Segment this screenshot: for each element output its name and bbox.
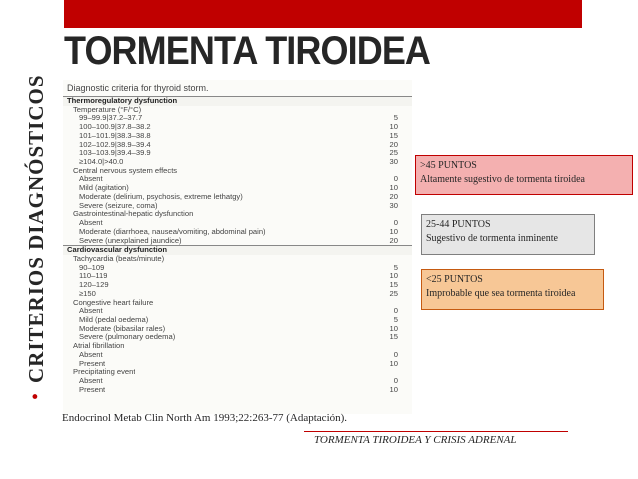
table-row-label: Central nervous system effects	[73, 166, 178, 175]
score-box-low-text: Improbable que sea tormenta tiroidea	[426, 288, 576, 299]
table-row-points: 25	[389, 148, 398, 158]
table-row-label: Moderate (delirium, psychosis, extreme lethatgy)	[79, 192, 243, 201]
table-row-points: 10	[389, 183, 398, 193]
table-row	[63, 351, 412, 360]
table-row	[63, 386, 412, 395]
table-row-label: Absent	[79, 219, 103, 228]
table-row-points: 5	[393, 262, 398, 272]
table-row	[63, 316, 412, 325]
table-row-label: Absent	[79, 350, 103, 359]
table-row	[63, 237, 412, 246]
table-row	[63, 333, 412, 342]
footer-text: TORMENTA TIROIDEA Y CRISIS ADRENAL	[314, 434, 517, 446]
score-box-mid-text: Sugestivo de tormenta inminente	[426, 233, 558, 244]
score-box-low	[421, 269, 604, 310]
table-row-label: Mild (pedal oedema)	[79, 315, 149, 324]
table-row-label: 90–109	[79, 263, 105, 272]
table-row-label: 110–119	[79, 272, 108, 281]
table-row	[63, 167, 412, 176]
table-row-label: Present	[79, 385, 106, 394]
table-row-points: 10	[389, 358, 398, 368]
score-box-mid	[421, 214, 595, 255]
table-row	[63, 299, 412, 308]
table-row-label: Moderate (bibasilar rales)	[79, 324, 166, 333]
vertical-label	[16, 74, 56, 400]
table-row-label: ≥150	[79, 289, 96, 298]
score-box-high-text: Altamente sugestivo de tormenta tiroidea	[420, 174, 585, 185]
table-row-points: 5	[393, 314, 398, 324]
table-row-label: 102–102.9|38.9–39.4	[79, 140, 151, 149]
table-row-points: 5	[393, 113, 398, 123]
table-row-label: Absent	[79, 175, 103, 184]
table-row-points: 15	[389, 332, 398, 342]
table-row	[63, 255, 412, 264]
table-row-label: 120–129	[79, 281, 109, 290]
top-accent-bar	[64, 0, 582, 28]
table-row	[63, 106, 412, 115]
table-row	[63, 307, 412, 316]
table-row-points: 20	[389, 191, 398, 201]
table-row	[63, 193, 412, 202]
table-row	[63, 228, 412, 237]
score-box-low-points: <25 PUNTOS	[426, 274, 483, 285]
table-row-label: Precipitating event	[73, 368, 136, 377]
table-row-points: 10	[389, 271, 398, 281]
table-row	[63, 202, 412, 211]
table-row	[63, 175, 412, 184]
vertical-label-text: CRITERIOS DIAGNÓSTICOS	[23, 74, 48, 383]
table-row-points: 10	[389, 323, 398, 333]
score-box-mid-points: 25-44 PUNTOS	[426, 219, 491, 230]
slide-title: TORMENTA TIROIDEA	[64, 29, 431, 73]
table-row	[63, 360, 412, 369]
table-row	[63, 132, 412, 141]
table-row	[63, 114, 412, 123]
table-row-points: 0	[393, 376, 398, 385]
table-row-points: 10	[389, 226, 398, 236]
table-row-label: Tachycardia (beats/minute)	[73, 254, 165, 263]
table-body	[63, 96, 412, 394]
table-row-label: Thermoregulatory dysfunction	[67, 97, 178, 105]
table-section-header	[63, 96, 412, 106]
table-row-label: 101–101.9|38.3–38.8	[79, 131, 151, 140]
table-row-points: 20	[389, 139, 398, 149]
table-row-label: Absent	[79, 307, 103, 316]
table-row-label: Mild (agitation)	[79, 184, 129, 193]
table-row-label: Present	[79, 359, 106, 368]
table-row	[63, 184, 412, 193]
table-row	[63, 149, 412, 158]
table-row-label: Temperature (°F/°C)	[73, 105, 142, 114]
table-row	[63, 219, 412, 228]
table-row-points: 20	[389, 235, 398, 245]
table-row	[63, 264, 412, 273]
table-row	[63, 141, 412, 150]
table-row-points: 10	[389, 384, 398, 394]
table-row-label: 100–100.9|37.8–38.2	[79, 123, 151, 132]
table-row	[63, 368, 412, 377]
bullet-icon: •	[25, 392, 47, 400]
table-row-points: 15	[389, 280, 398, 290]
table-row-label: Cardiovascular dysfunction	[67, 246, 168, 255]
table-section-header	[63, 245, 412, 255]
table-row-label: Congestive heart failure	[73, 298, 154, 307]
reference-citation: Endocrinol Metab Clin North Am 1993;22:263-77 (Adaptación).	[62, 412, 348, 424]
table-row-label: Absent	[79, 377, 103, 385]
table-row-points: 30	[389, 157, 398, 167]
table-row-points: 0	[393, 349, 398, 359]
table-row-points: 10	[389, 122, 398, 132]
table-row-label: Atrial fibrillation	[73, 342, 125, 351]
table-row-label: 103–103.9|39.4–39.9	[79, 149, 151, 158]
table-row-label: ≥104.0|>40.0	[79, 158, 124, 167]
criteria-table	[63, 80, 412, 414]
table-row	[63, 325, 412, 334]
score-box-high	[415, 155, 633, 195]
table-row	[63, 123, 412, 132]
table-row-points: 0	[393, 218, 398, 228]
table-row-label: 99–99.9|37.2–37.7	[79, 114, 143, 123]
table-row-label: Severe (pulmonary oedema)	[79, 333, 176, 342]
table-row-points: 15	[389, 130, 398, 140]
table-row-points: 30	[389, 200, 398, 210]
table-row	[63, 290, 412, 299]
table-row-points: 0	[393, 306, 398, 316]
table-row-label: Gastrointestinal-hepatic dysfunction	[73, 210, 194, 219]
table-row-points: 0	[393, 174, 398, 184]
score-box-high-points: >45 PUNTOS	[420, 160, 477, 171]
table-row	[63, 158, 412, 167]
table-row-points: 25	[389, 288, 398, 298]
table-row-label: Severe (seizure, coma)	[79, 201, 158, 210]
footer-divider	[304, 431, 568, 432]
table-row-label: Severe (unexplained jaundice)	[79, 236, 182, 245]
table-caption: Diagnostic criteria for thyroid storm.	[67, 83, 209, 93]
table-row	[63, 210, 412, 219]
table-row	[63, 272, 412, 281]
table-row	[63, 377, 412, 386]
table-row-label: Moderate (diarrhoea, nausea/vomiting, abdominal pain)	[79, 227, 266, 236]
table-row	[63, 342, 412, 351]
table-row	[63, 281, 412, 290]
